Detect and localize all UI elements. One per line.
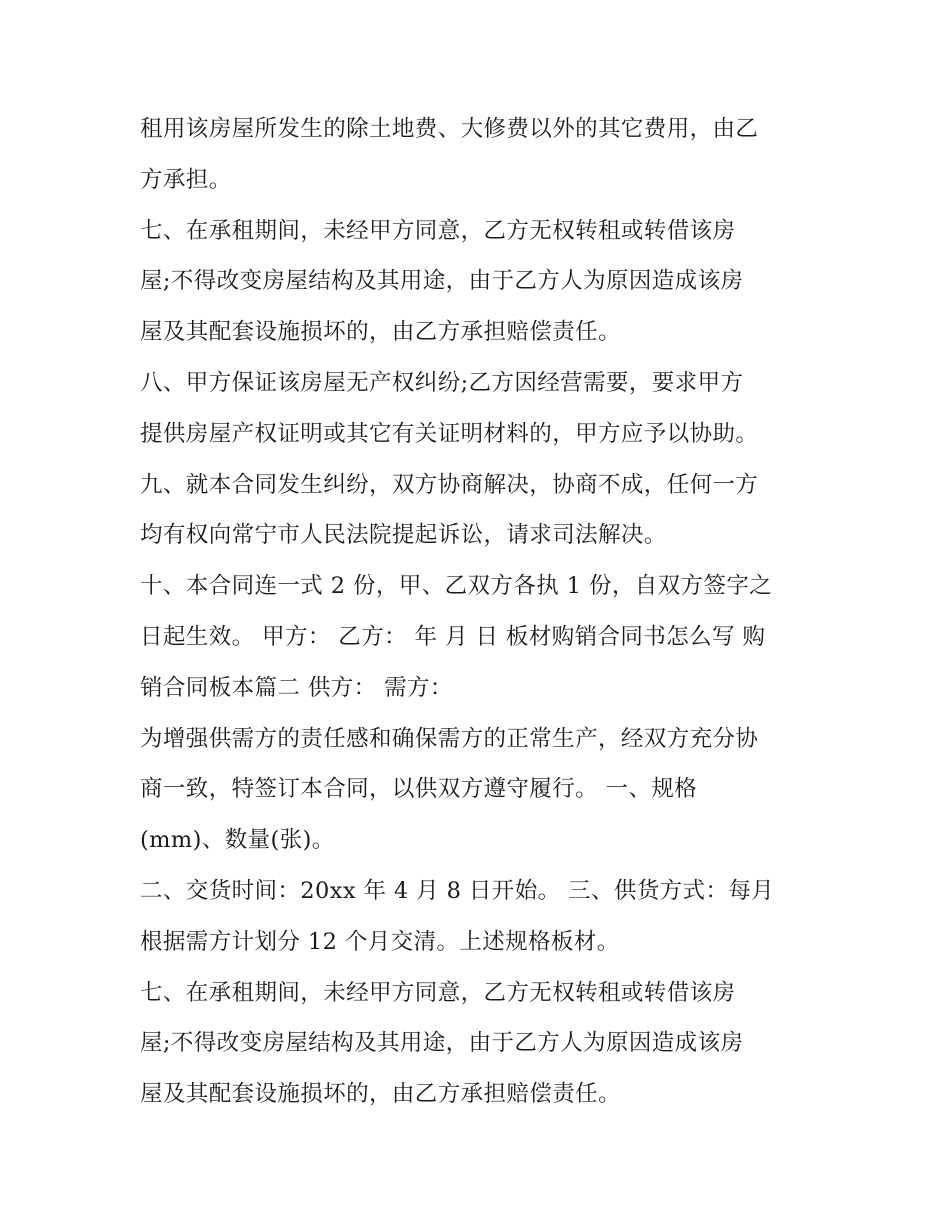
text-line: 销合同板本篇二 供方： 需方： — [140, 674, 453, 701]
text-line: 根据需方计划分 12 个月交清。上述规格板材。 — [140, 928, 620, 955]
text-line: 为增强供需方的责任感和确保需方的正常生产，经双方充分协 — [140, 725, 759, 752]
text-line: 屋;不得改变房屋结构及其用途，由于乙方人为原因造成该房 — [140, 1030, 744, 1057]
text-line: 九、就本合同发生纠纷，双方协商解决，协商不成，任何一方 — [140, 471, 759, 498]
text-line: 租用该房屋所发生的除土地费、大修费以外的其它费用，由乙 — [140, 116, 759, 142]
text-line: 七、在承租期间，未经甲方同意，乙方无权转租或转借该房 — [140, 979, 736, 1006]
document-body — [140, 104, 820, 1120]
text-line: 十、本合同连一式 2 份，甲、乙双方各执 1 份，自双方签字之 — [140, 573, 773, 600]
text-line: 八、甲方保证该房屋无产权纠纷;乙方因经营需要，要求甲方 — [140, 369, 744, 396]
text-line: 屋及其配套设施损坏的，由乙方承担赔偿责任。 — [140, 1081, 621, 1108]
text-line: 屋及其配套设施损坏的，由乙方承担赔偿责任。 — [140, 319, 621, 346]
text-line: 七、在承租期间，未经甲方同意，乙方无权转租或转借该房 — [140, 217, 736, 244]
text-line: 二、交货时间：20xx 年 4 月 8 日开始。 三、供货方式：每月 — [140, 877, 775, 904]
text-line: 均有权向常宁市人民法院提起诉讼，请求司法解决。 — [140, 522, 667, 549]
text-line: 日起生效。 甲方： 乙方： 年 月 日 板材购销合同书怎么写 购 — [140, 623, 766, 650]
text-line: 提供房屋产权证明或其它有关证明材料的，甲方应予以协助。 — [140, 420, 759, 447]
text-line: 商一致，特签订本合同，以供双方遵守履行。 一、规格 — [140, 776, 698, 803]
text-line: (mm)、数量(张)。 — [140, 827, 335, 854]
text-line: 屋;不得改变房屋结构及其用途，由于乙方人为原因造成该房 — [140, 268, 744, 295]
text-line: 方承担。 — [140, 166, 232, 193]
